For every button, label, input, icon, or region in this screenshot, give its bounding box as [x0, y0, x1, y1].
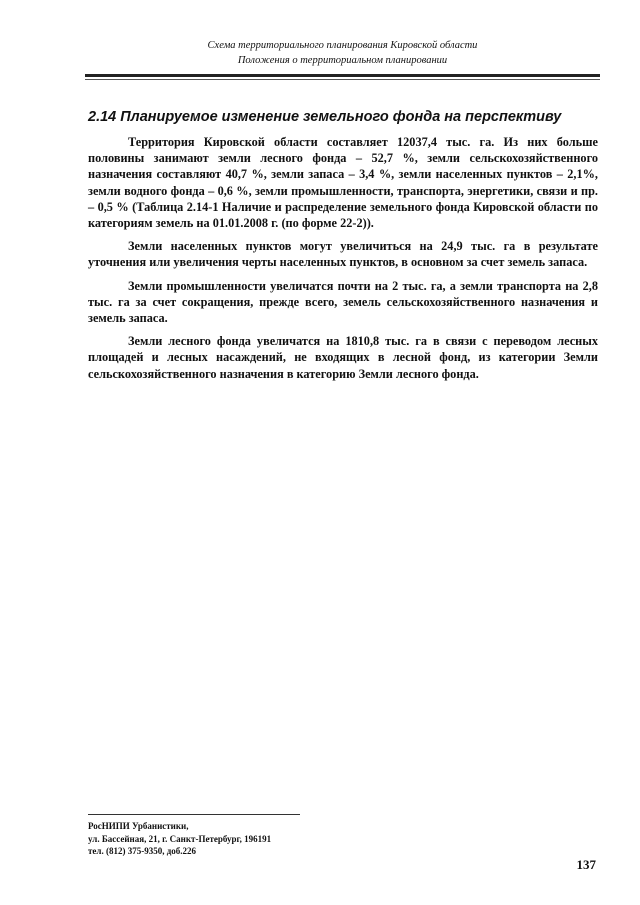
paragraph-industry-transport-lands: Земли промышленности увеличатся почти на 2 тыс. га, а земли транспорта на 2,8 тыс. га за счет сокращения, прежде всего, земель сельскохозяйственного назначения и земель запаса. [88, 278, 598, 326]
page-number: 137 [576, 857, 596, 872]
section-heading: 2.14 Планируемое изменение земельного фонда на перспективу [88, 109, 562, 125]
running-header [85, 38, 600, 68]
header-rule-thin [85, 79, 600, 80]
footer-phone: тел. (812) 375-9350, доб.226 [88, 846, 197, 856]
footer-rule [88, 814, 300, 815]
body-text [88, 134, 598, 389]
footer-address: ул. Бассейная, 21, г. Санкт-Петербург, 196191 [88, 833, 272, 844]
footer-contacts [88, 820, 271, 858]
header-document-title: Схема территориального планирования Кировской области [207, 40, 478, 51]
paragraph-land-fund-overview: Территория Кировской области составляет 12037,4 тыс. га. Из них больше половины занимают земли лесного фонда – 52,7 %, земли сельскохозяйственного назначения составляют 40,7 %, земли запаса – 3,4 %, земли населенных пунктов – 2,1%, земли водного фонда – 0,6 %, земли промышленности, транспорта, энергетики, связи и пр. – 0,5 % (Таблица 2.14-1 Наличие и распределение земельного фонда Кировской области по категориям земель на 01.01.2008 г. (по форме 22-2)). [88, 135, 598, 231]
paragraph-settlement-lands: Земли населенных пунктов могут увеличиться на 24,9 тыс. га в результате уточнения или увеличения черты населенных пунктов, в основном за счет земель запаса. [88, 239, 598, 270]
footer-organization: РосНИПИ Урбанистики, [88, 821, 189, 831]
header-rule-thick [85, 74, 600, 77]
header-section-title: Положения о территориальном планировании [237, 55, 448, 66]
paragraph-forest-fund-lands: Земли лесного фонда увеличатся на 1810,8 тыс. га в связи с переводом лесных площадей и лесных насаждений, не входящих в лесной фонд, из категории Земли сельскохозяйственного назначения в категорию Земли лесного фонда. [88, 334, 598, 381]
